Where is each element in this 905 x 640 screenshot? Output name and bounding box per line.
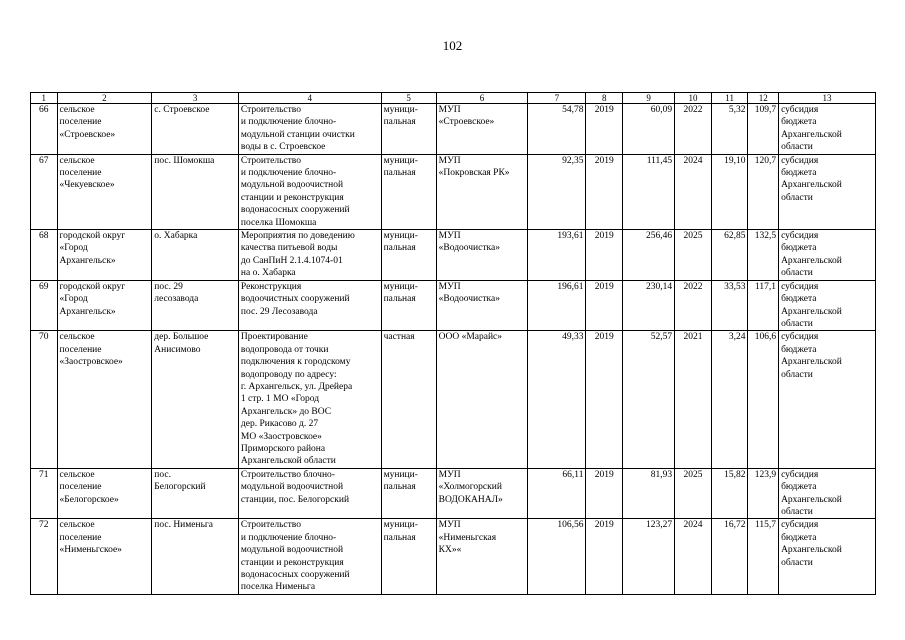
- value-cell: 15,82: [711, 468, 748, 519]
- operator-cell: МУП «Покровская РК»: [436, 154, 528, 229]
- row-number: 70: [31, 331, 58, 468]
- ownership-cell: муници- пальная: [381, 519, 436, 594]
- column-header: 3: [152, 93, 239, 104]
- value-cell: 230,14: [623, 280, 675, 331]
- value-cell: 193,61: [528, 230, 586, 281]
- row-number: 67: [31, 154, 58, 229]
- municipality-cell: сельское поселение «Белогорское»: [57, 468, 152, 519]
- table-row: [31, 331, 876, 468]
- value-cell: 66,11: [528, 468, 586, 519]
- table-row: [31, 468, 876, 519]
- ownership-cell: муници- пальная: [381, 154, 436, 229]
- year-cell: 2019: [586, 104, 623, 155]
- year-cell: 2019: [586, 519, 623, 594]
- funding-source-cell: субсидия бюджета Архангельской области: [779, 154, 876, 229]
- value-cell: 132,5: [748, 230, 779, 281]
- column-header: 11: [711, 93, 748, 104]
- settlement-cell: пос. Нименьга: [152, 519, 239, 594]
- operator-cell: МУП «Водоочистка»: [436, 230, 528, 281]
- column-header: 13: [779, 93, 876, 104]
- value-cell: 120,7: [748, 154, 779, 229]
- value-cell: 106,56: [528, 519, 586, 594]
- year-cell: 2019: [586, 154, 623, 229]
- projects-table: [30, 92, 876, 595]
- value-cell: 5,32: [711, 104, 748, 155]
- table-row: [31, 154, 876, 229]
- value-cell: 33,53: [711, 280, 748, 331]
- funding-source-cell: субсидия бюджета Архангельской области: [779, 519, 876, 594]
- operator-cell: МУП «Нименьгская КХ»«: [436, 519, 528, 594]
- column-header: 2: [57, 93, 152, 104]
- funding-source-cell: субсидия бюджета Архангельской области: [779, 104, 876, 155]
- value-cell: 19,10: [711, 154, 748, 229]
- value-cell: 123,27: [623, 519, 675, 594]
- year-cell: 2025: [675, 468, 712, 519]
- value-cell: 16,72: [711, 519, 748, 594]
- municipality-cell: сельское поселение «Чекуевское»: [57, 154, 152, 229]
- project-cell: Строительство и подключение блочно- модульной водоочистной станции и реконструкция водонасосных сооружений поселка Шомокша: [238, 154, 381, 229]
- funding-source-cell: субсидия бюджета Архангельской области: [779, 331, 876, 468]
- value-cell: 54,78: [528, 104, 586, 155]
- year-cell: 2019: [586, 331, 623, 468]
- project-cell: Строительство и подключение блочно- модульной станции очистки воды в с. Строевское: [238, 104, 381, 155]
- table-row: [31, 519, 876, 594]
- value-cell: 196,61: [528, 280, 586, 331]
- column-header: 9: [623, 93, 675, 104]
- row-number: 72: [31, 519, 58, 594]
- column-header: 5: [381, 93, 436, 104]
- municipality-cell: городской округ «Город Архангельск»: [57, 280, 152, 331]
- year-cell: 2025: [675, 230, 712, 281]
- value-cell: 117,1: [748, 280, 779, 331]
- year-cell: 2024: [675, 519, 712, 594]
- year-cell: 2019: [586, 468, 623, 519]
- table-row: [31, 104, 876, 155]
- value-cell: 49,33: [528, 331, 586, 468]
- row-number: 66: [31, 104, 58, 155]
- column-number-row: [31, 93, 876, 104]
- value-cell: 92,35: [528, 154, 586, 229]
- value-cell: 52,57: [623, 331, 675, 468]
- municipality-cell: сельское поселение «Заостровское»: [57, 331, 152, 468]
- municipality-cell: сельское поселение «Нименьгское»: [57, 519, 152, 594]
- column-header: 12: [748, 93, 779, 104]
- column-header: 4: [238, 93, 381, 104]
- ownership-cell: муници- пальная: [381, 468, 436, 519]
- municipality-cell: сельское поселение «Строевское»: [57, 104, 152, 155]
- value-cell: 60,09: [623, 104, 675, 155]
- settlement-cell: о. Хабарка: [152, 230, 239, 281]
- value-cell: 81,93: [623, 468, 675, 519]
- value-cell: 62,85: [711, 230, 748, 281]
- operator-cell: МУП «Водоочистка»: [436, 280, 528, 331]
- row-number: 71: [31, 468, 58, 519]
- table-row: [31, 280, 876, 331]
- municipality-cell: городской округ «Город Архангельск»: [57, 230, 152, 281]
- row-number: 69: [31, 280, 58, 331]
- operator-cell: МУП «Строевское»: [436, 104, 528, 155]
- funding-source-cell: субсидия бюджета Архангельской области: [779, 468, 876, 519]
- operator-cell: МУП «Холмогорский ВОДОКАНАЛ»: [436, 468, 528, 519]
- project-cell: Строительство блочно- модульной водоочистной станции, пос. Белогорский: [238, 468, 381, 519]
- table-row: [31, 230, 876, 281]
- value-cell: 115,7: [748, 519, 779, 594]
- funding-source-cell: субсидия бюджета Архангельской области: [779, 280, 876, 331]
- settlement-cell: пос. Шомокша: [152, 154, 239, 229]
- operator-cell: ООО «Марайс»: [436, 331, 528, 468]
- value-cell: 109,7: [748, 104, 779, 155]
- year-cell: 2022: [675, 104, 712, 155]
- settlement-cell: пос. Белогорский: [152, 468, 239, 519]
- value-cell: 256,46: [623, 230, 675, 281]
- column-header: 8: [586, 93, 623, 104]
- row-number: 68: [31, 230, 58, 281]
- project-cell: Строительство и подключение блочно- модульной водоочистной станции и реконструкция водонасосных сооружений поселка Нименьга: [238, 519, 381, 594]
- value-cell: 123,9: [748, 468, 779, 519]
- year-cell: 2024: [675, 154, 712, 229]
- column-header: 1: [31, 93, 58, 104]
- column-header: 6: [436, 93, 528, 104]
- year-cell: 2019: [586, 230, 623, 281]
- ownership-cell: муници- пальная: [381, 280, 436, 331]
- funding-source-cell: субсидия бюджета Архангельской области: [779, 230, 876, 281]
- project-cell: Мероприятия по доведению качества питьевой воды до СанПиН 2.1.4.1074-01 на о. Хабарка: [238, 230, 381, 281]
- value-cell: 3,24: [711, 331, 748, 468]
- settlement-cell: дер. Большое Анисимово: [152, 331, 239, 468]
- column-header: 10: [675, 93, 712, 104]
- year-cell: 2021: [675, 331, 712, 468]
- project-cell: Проектирование водопровода от точки подключения к городскому водопроводу по адресу: г. Архангельск, ул. Дрейера 1 стр. 1 МО «Город Архангельск» до ВОС дер. Рикасово д. 27 МО «Заостровское» Приморского района Архангельской области: [238, 331, 381, 468]
- settlement-cell: пос. 29 лесозавода: [152, 280, 239, 331]
- year-cell: 2022: [675, 280, 712, 331]
- page-number: 102: [442, 38, 463, 53]
- ownership-cell: муници- пальная: [381, 230, 436, 281]
- year-cell: 2019: [586, 280, 623, 331]
- value-cell: 106,6: [748, 331, 779, 468]
- value-cell: 111,45: [623, 154, 675, 229]
- ownership-cell: частная: [381, 331, 436, 468]
- settlement-cell: с. Строевское: [152, 104, 239, 155]
- ownership-cell: муници- пальная: [381, 104, 436, 155]
- project-cell: Реконструкция водоочистных сооружений пос. 29 Лесозавода: [238, 280, 381, 331]
- column-header: 7: [528, 93, 586, 104]
